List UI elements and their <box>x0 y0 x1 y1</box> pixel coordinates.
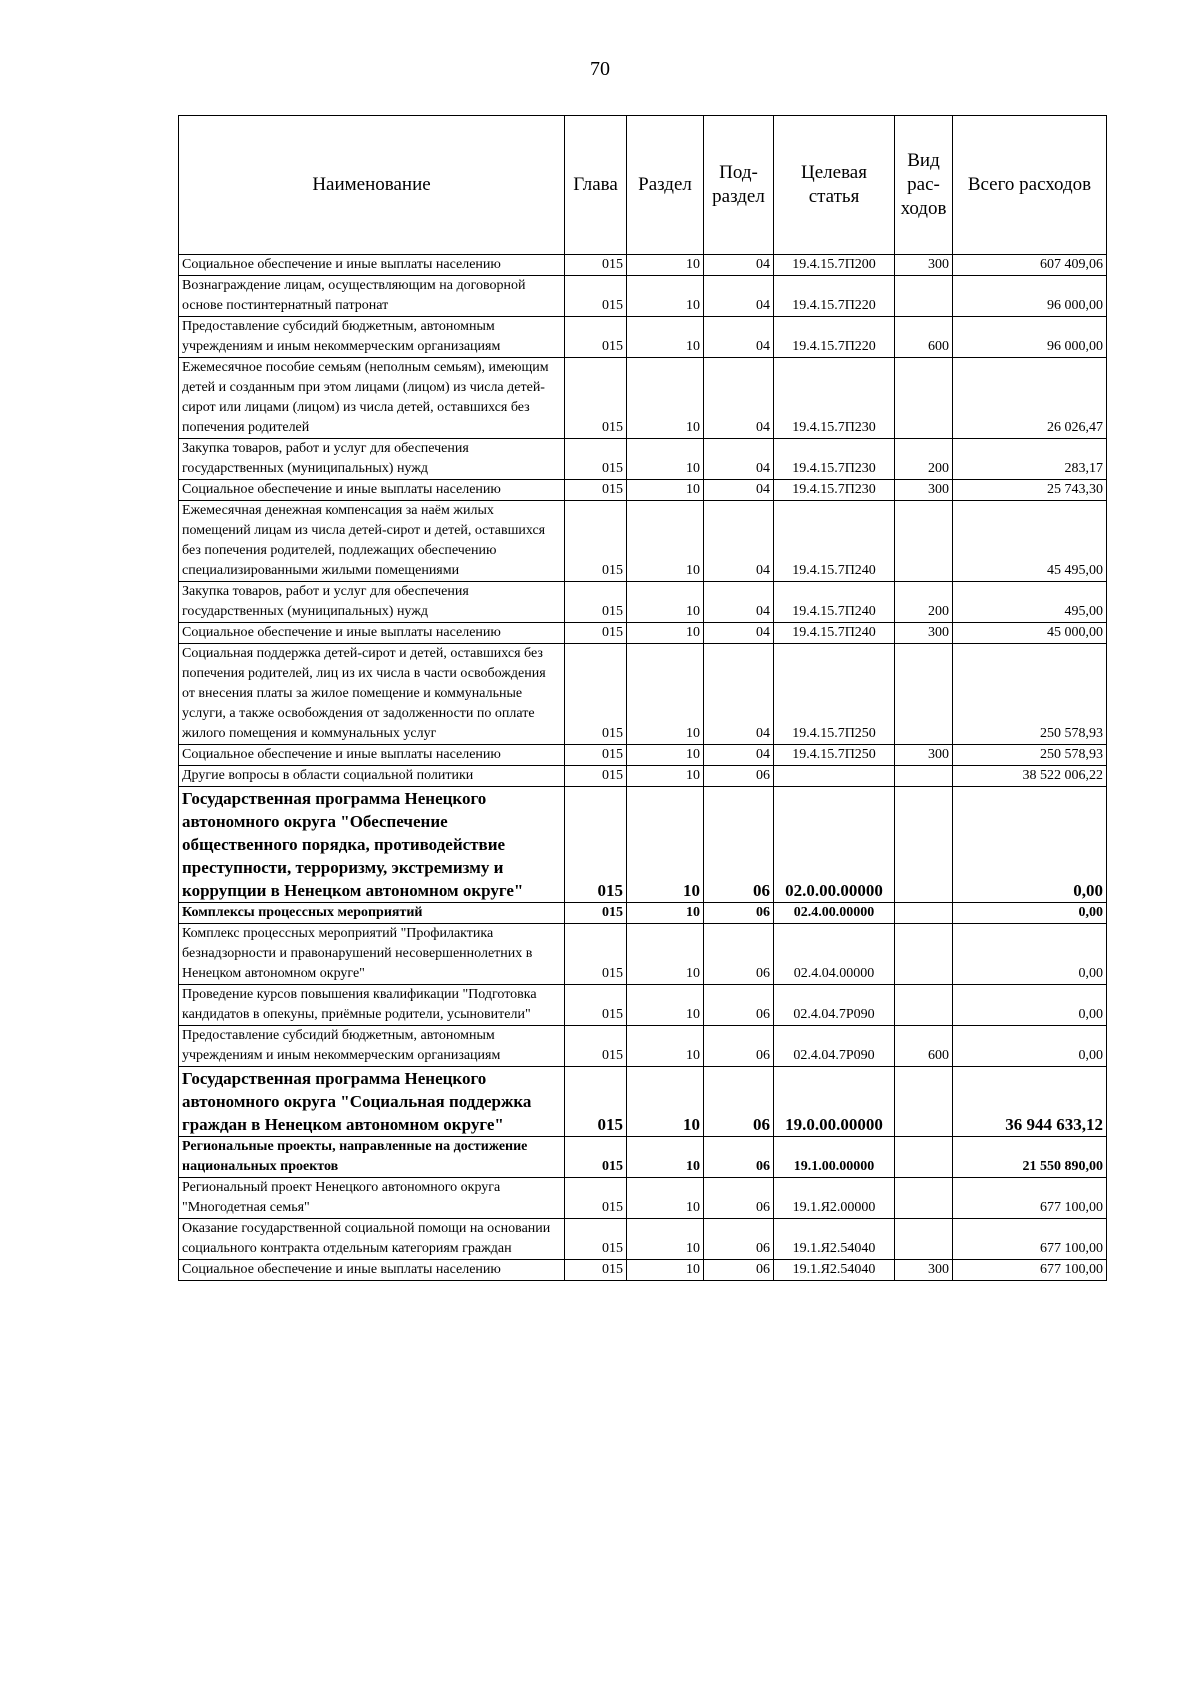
cell-razdel: 10 <box>627 276 704 317</box>
cell-podrazdel: 04 <box>704 644 774 745</box>
cell-razdel: 10 <box>627 255 704 276</box>
cell-razdel: 10 <box>627 317 704 358</box>
cell-glava: 015 <box>565 358 627 439</box>
cell-vid: 300 <box>895 623 953 644</box>
cell-vid <box>895 1219 953 1260</box>
cell-podrazdel: 06 <box>704 787 774 903</box>
cell-razdel: 10 <box>627 439 704 480</box>
cell-glava: 015 <box>565 480 627 501</box>
cell-statya <box>774 766 895 787</box>
cell-statya: 02.4.04.7Р090 <box>774 985 895 1026</box>
cell-podrazdel: 06 <box>704 1260 774 1281</box>
cell-podrazdel: 04 <box>704 623 774 644</box>
cell-podrazdel: 06 <box>704 1137 774 1178</box>
cell-podrazdel: 04 <box>704 276 774 317</box>
cell-vid: 300 <box>895 255 953 276</box>
cell-total: 26 026,47 <box>953 358 1107 439</box>
cell-razdel: 10 <box>627 1026 704 1067</box>
cell-razdel: 10 <box>627 985 704 1026</box>
cell-glava: 015 <box>565 501 627 582</box>
budget-table <box>178 115 1107 1281</box>
cell-podrazdel: 06 <box>704 1067 774 1137</box>
cell-vid <box>895 903 953 924</box>
cell-total: 45 495,00 <box>953 501 1107 582</box>
table-row <box>179 766 1107 787</box>
cell-total: 0,00 <box>953 924 1107 985</box>
cell-podrazdel: 04 <box>704 255 774 276</box>
table-row <box>179 480 1107 501</box>
cell-name: Другие вопросы в области социальной политики <box>179 766 565 787</box>
table-row <box>179 1137 1107 1178</box>
cell-name: Государственная программа Ненецкого автономного округа "Социальная поддержка граждан в Ненецком автономном округе" <box>179 1067 565 1137</box>
cell-podrazdel: 06 <box>704 1026 774 1067</box>
cell-razdel: 10 <box>627 644 704 745</box>
cell-statya: 19.4.15.7П220 <box>774 276 895 317</box>
cell-glava: 015 <box>565 1137 627 1178</box>
header-statya: Целевая статья <box>774 116 895 255</box>
cell-name: Социальное обеспечение и иные выплаты населению <box>179 623 565 644</box>
table-row <box>179 1178 1107 1219</box>
header-vid: Вид рас- ходов <box>895 116 953 255</box>
cell-vid <box>895 501 953 582</box>
cell-podrazdel: 04 <box>704 317 774 358</box>
cell-glava: 015 <box>565 745 627 766</box>
table-row <box>179 439 1107 480</box>
table-row <box>179 1260 1107 1281</box>
cell-glava: 015 <box>565 903 627 924</box>
cell-total: 495,00 <box>953 582 1107 623</box>
cell-name: Ежемесячное пособие семьям (неполным семьям), имеющим детей и созданным при этом лицами (лицом) из числа детей-сирот или лицами (лицом) из числа детей, оставшихся без попечения родителей <box>179 358 565 439</box>
cell-statya: 19.1.00.00000 <box>774 1137 895 1178</box>
cell-total: 36 944 633,12 <box>953 1067 1107 1137</box>
cell-razdel: 10 <box>627 1219 704 1260</box>
cell-vid: 300 <box>895 745 953 766</box>
cell-podrazdel: 06 <box>704 1219 774 1260</box>
cell-total: 0,00 <box>953 903 1107 924</box>
cell-name: Предоставление субсидий бюджетным, автономным учреждениям и иным некоммерческим организациям <box>179 317 565 358</box>
table-row <box>179 582 1107 623</box>
header-total: Всего расходов <box>953 116 1107 255</box>
cell-glava: 015 <box>565 276 627 317</box>
cell-vid <box>895 644 953 745</box>
cell-podrazdel: 06 <box>704 985 774 1026</box>
cell-glava: 015 <box>565 787 627 903</box>
cell-podrazdel: 04 <box>704 439 774 480</box>
cell-statya: 19.1.Я2.00000 <box>774 1178 895 1219</box>
header-row <box>179 116 1107 255</box>
cell-podrazdel: 06 <box>704 924 774 985</box>
cell-name: Ежемесячная денежная компенсация за наём жилых помещений лицам из числа детей-сирот и детей, оставшихся без попечения родителей, подлежащих обеспечению специализированными жилыми помещениями <box>179 501 565 582</box>
cell-statya: 02.4.04.7Р090 <box>774 1026 895 1067</box>
cell-vid <box>895 276 953 317</box>
cell-vid: 600 <box>895 1026 953 1067</box>
cell-glava: 015 <box>565 766 627 787</box>
cell-razdel: 10 <box>627 787 704 903</box>
cell-name: Региональный проект Ненецкого автономного округа "Многодетная семья" <box>179 1178 565 1219</box>
cell-razdel: 10 <box>627 924 704 985</box>
cell-razdel: 10 <box>627 623 704 644</box>
cell-total: 677 100,00 <box>953 1219 1107 1260</box>
cell-statya: 19.4.15.7П250 <box>774 745 895 766</box>
table-row <box>179 1067 1107 1137</box>
cell-razdel: 10 <box>627 766 704 787</box>
cell-glava: 015 <box>565 985 627 1026</box>
cell-vid <box>895 1137 953 1178</box>
cell-name: Оказание государственной социальной помощи на основании социального контракта отдельным категориям граждан <box>179 1219 565 1260</box>
cell-name: Региональные проекты, направленные на достижение национальных проектов <box>179 1137 565 1178</box>
cell-podrazdel: 04 <box>704 358 774 439</box>
cell-vid: 300 <box>895 480 953 501</box>
header-podrazdel: Под- раздел <box>704 116 774 255</box>
header-glava: Глава <box>565 116 627 255</box>
cell-statya: 19.4.15.7П230 <box>774 439 895 480</box>
cell-statya: 19.4.15.7П240 <box>774 501 895 582</box>
cell-glava: 015 <box>565 439 627 480</box>
table-row <box>179 501 1107 582</box>
page-number: 70 <box>590 58 610 80</box>
cell-vid: 600 <box>895 317 953 358</box>
cell-glava: 015 <box>565 317 627 358</box>
table-row <box>179 745 1107 766</box>
table-row <box>179 644 1107 745</box>
cell-vid <box>895 1178 953 1219</box>
cell-name: Закупка товаров, работ и услуг для обеспечения государственных (муниципальных) нужд <box>179 582 565 623</box>
cell-statya: 19.4.15.7П240 <box>774 623 895 644</box>
cell-total: 250 578,93 <box>953 644 1107 745</box>
cell-glava: 015 <box>565 1260 627 1281</box>
cell-statya: 19.1.Я2.54040 <box>774 1260 895 1281</box>
cell-glava: 015 <box>565 1067 627 1137</box>
table-row <box>179 903 1107 924</box>
cell-name: Проведение курсов повышения квалификации "Подготовка кандидатов в опекуны, приёмные родители, усыновители" <box>179 985 565 1026</box>
header-razdel: Раздел <box>627 116 704 255</box>
table-row <box>179 623 1107 644</box>
cell-name: Закупка товаров, работ и услуг для обеспечения государственных (муниципальных) нужд <box>179 439 565 480</box>
cell-razdel: 10 <box>627 1067 704 1137</box>
cell-statya: 02.4.04.00000 <box>774 924 895 985</box>
cell-statya: 19.1.Я2.54040 <box>774 1219 895 1260</box>
cell-podrazdel: 06 <box>704 903 774 924</box>
cell-statya: 19.4.15.7П220 <box>774 317 895 358</box>
cell-vid <box>895 787 953 903</box>
cell-razdel: 10 <box>627 501 704 582</box>
cell-razdel: 10 <box>627 903 704 924</box>
table-body <box>179 255 1107 1281</box>
cell-vid: 200 <box>895 582 953 623</box>
cell-total: 25 743,30 <box>953 480 1107 501</box>
cell-name: Комплексы процессных мероприятий <box>179 903 565 924</box>
cell-razdel: 10 <box>627 1137 704 1178</box>
cell-name: Социальное обеспечение и иные выплаты населению <box>179 480 565 501</box>
cell-statya: 19.4.15.7П240 <box>774 582 895 623</box>
cell-podrazdel: 04 <box>704 501 774 582</box>
cell-podrazdel: 04 <box>704 745 774 766</box>
cell-name: Вознаграждение лицам, осуществляющим на договорной основе постинтернатный патронат <box>179 276 565 317</box>
table-row <box>179 317 1107 358</box>
cell-razdel: 10 <box>627 1178 704 1219</box>
cell-podrazdel: 06 <box>704 1178 774 1219</box>
cell-name: Социальное обеспечение и иные выплаты населению <box>179 745 565 766</box>
table-row <box>179 276 1107 317</box>
table-row <box>179 255 1107 276</box>
cell-name: Комплекс процессных мероприятий "Профилактика безнадзорности и правонарушений несовершеннолетних в Ненецком автономном округе" <box>179 924 565 985</box>
cell-glava: 015 <box>565 1219 627 1260</box>
cell-razdel: 10 <box>627 745 704 766</box>
cell-statya: 02.0.00.00000 <box>774 787 895 903</box>
table-row <box>179 924 1107 985</box>
cell-total: 0,00 <box>953 787 1107 903</box>
cell-total: 21 550 890,00 <box>953 1137 1107 1178</box>
cell-total: 250 578,93 <box>953 745 1107 766</box>
cell-total: 38 522 006,22 <box>953 766 1107 787</box>
cell-vid <box>895 985 953 1026</box>
cell-name: Социальная поддержка детей-сирот и детей, оставшихся без попечения родителей, лиц из их числа в части освобождения от внесения платы за жилое помещение и коммунальные услуги, а также освобождения от задолженности по оплате жилого помещения и коммунальных услуг <box>179 644 565 745</box>
cell-glava: 015 <box>565 1026 627 1067</box>
table-row <box>179 787 1107 903</box>
cell-statya: 02.4.00.00000 <box>774 903 895 924</box>
table-row <box>179 1026 1107 1067</box>
cell-podrazdel: 04 <box>704 582 774 623</box>
cell-vid <box>895 358 953 439</box>
cell-statya: 19.0.00.00000 <box>774 1067 895 1137</box>
cell-total: 677 100,00 <box>953 1260 1107 1281</box>
cell-total: 0,00 <box>953 985 1107 1026</box>
cell-total: 45 000,00 <box>953 623 1107 644</box>
cell-razdel: 10 <box>627 358 704 439</box>
cell-vid <box>895 924 953 985</box>
cell-glava: 015 <box>565 644 627 745</box>
cell-total: 283,17 <box>953 439 1107 480</box>
cell-vid: 300 <box>895 1260 953 1281</box>
table-row <box>179 1219 1107 1260</box>
cell-glava: 015 <box>565 924 627 985</box>
cell-statya: 19.4.15.7П250 <box>774 644 895 745</box>
cell-name: Социальное обеспечение и иные выплаты населению <box>179 255 565 276</box>
cell-vid <box>895 1067 953 1137</box>
cell-statya: 19.4.15.7П230 <box>774 358 895 439</box>
cell-glava: 015 <box>565 623 627 644</box>
cell-name: Государственная программа Ненецкого автономного округа "Обеспечение общественного порядка, противодействие преступности, терроризму, экстремизму и коррупции в Ненецком автономном округе" <box>179 787 565 903</box>
cell-statya: 19.4.15.7П200 <box>774 255 895 276</box>
cell-vid <box>895 766 953 787</box>
cell-total: 677 100,00 <box>953 1178 1107 1219</box>
cell-statya: 19.4.15.7П230 <box>774 480 895 501</box>
cell-razdel: 10 <box>627 1260 704 1281</box>
cell-name: Предоставление субсидий бюджетным, автономным учреждениям и иным некоммерческим организациям <box>179 1026 565 1067</box>
table-row <box>179 358 1107 439</box>
cell-podrazdel: 06 <box>704 766 774 787</box>
table-row <box>179 985 1107 1026</box>
cell-total: 0,00 <box>953 1026 1107 1067</box>
cell-razdel: 10 <box>627 582 704 623</box>
cell-name: Социальное обеспечение и иные выплаты населению <box>179 1260 565 1281</box>
header-name: Наименование <box>179 116 565 255</box>
cell-podrazdel: 04 <box>704 480 774 501</box>
cell-razdel: 10 <box>627 480 704 501</box>
cell-total: 96 000,00 <box>953 276 1107 317</box>
cell-glava: 015 <box>565 1178 627 1219</box>
cell-total: 96 000,00 <box>953 317 1107 358</box>
cell-glava: 015 <box>565 582 627 623</box>
cell-vid: 200 <box>895 439 953 480</box>
cell-glava: 015 <box>565 255 627 276</box>
cell-total: 607 409,06 <box>953 255 1107 276</box>
